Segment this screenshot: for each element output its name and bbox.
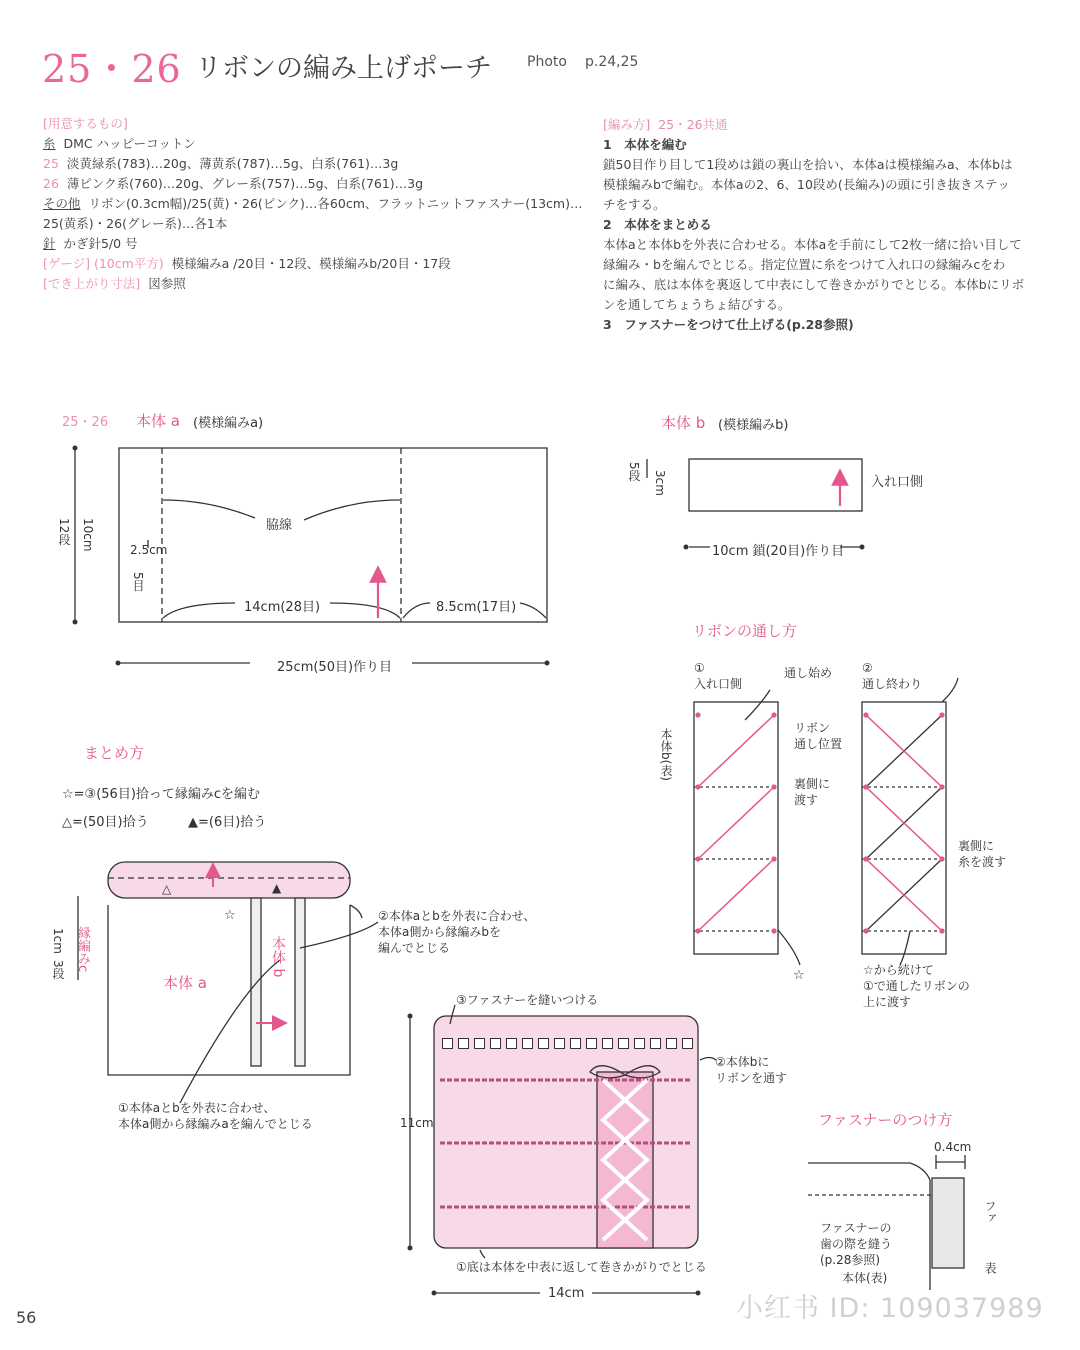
side-line-label: 脇線: [266, 518, 293, 533]
body-a-seg1: 14cm(28目): [244, 600, 321, 615]
needle-label: 針: [43, 236, 56, 251]
zipper-tooth: [554, 1038, 565, 1049]
step1-line1: 鎖50目作り目して1段めは鎖の裏山を拾い、本体aは模様編みa、本体bは: [603, 157, 1013, 172]
assembly-body-a: 本体 a: [163, 974, 207, 992]
step2-line4: ンを通してちょうちょ結びする。: [603, 297, 791, 312]
step2-title: 2 本体をまとめる: [603, 217, 712, 232]
tag-25: 25: [43, 156, 59, 171]
ribbon-yarn: [958, 838, 1006, 870]
body-a-title: 本体 a: [136, 412, 180, 430]
assembly-title: まとめ方: [84, 744, 145, 762]
tag-26: 26: [43, 176, 59, 191]
ribbon-step1-num: ①: [694, 661, 705, 675]
ribbon-body-b: 本体b(表): [659, 728, 673, 781]
zipper-side-label-2: 表: [983, 1262, 997, 1274]
zipper-tooth: [442, 1038, 453, 1049]
assembly-note2: [378, 908, 535, 956]
pouch-ribbon-note-line1: ②本体bに: [715, 1055, 770, 1069]
zipper-title: ファスナーのつけ方: [818, 1111, 953, 1129]
body-b-subtitle: (模様編みb): [718, 418, 789, 433]
zipper-tooth: [570, 1038, 581, 1049]
assembly-note2-line2: 本体a側から縁編みbを: [378, 925, 501, 939]
zipper-tooth: [458, 1038, 469, 1049]
ribbon-step2-num: ②: [862, 661, 873, 675]
pouch-ribbon-note: [715, 1054, 787, 1086]
zipper-sew-line3: (p.28参照): [820, 1253, 881, 1267]
zipper-sew-line1: ファスナーの: [820, 1221, 892, 1235]
zipper-body: 本体(表): [842, 1271, 888, 1285]
yarn-brand: DMC ハッピーコットン: [63, 136, 196, 151]
body-b-width: 10cm 鎖(20目)作り目: [712, 544, 845, 559]
zipper-tooth: [650, 1038, 661, 1049]
ribbon-back-line2: 渡す: [794, 793, 819, 807]
body-a-width: 25cm(50目)作り目: [277, 660, 393, 675]
zipper-tooth: [602, 1038, 613, 1049]
body-a-inner-rows: 5目: [131, 572, 145, 592]
ribbon-position: [794, 720, 842, 752]
step2-line2: 縁編み・bを編んでとじる。指定位置に糸をつけて入れ口の縁編みcをわ: [603, 257, 1006, 272]
method-heading: [編み方]: [603, 117, 651, 132]
ribbon-position-line1: リボン: [794, 721, 831, 735]
page-number: 56: [16, 1308, 37, 1327]
svg-text:△: △: [162, 882, 172, 896]
photo-label: Photo: [527, 54, 567, 70]
zipper-tooth: [666, 1038, 677, 1049]
other-materials-2: 25(黄系)・26(グレー系)…各1本: [43, 216, 228, 231]
materials-heading: [用意するもの]: [43, 116, 128, 131]
yarn-25: 淡黄緑系(783)…20g、薄黄系(787)…5g、白系(761)…3g: [66, 156, 399, 171]
pouch-ribbon-note-line2: リボンを通す: [715, 1071, 788, 1085]
body-b-diagram: [647, 459, 862, 547]
ribbon-continue: [863, 962, 970, 1010]
body-a-height-cm: 10cm: [81, 518, 95, 552]
body-a-subtitle: (模様編みa): [193, 416, 264, 431]
ribbon-position-line2: 通し位置: [794, 737, 843, 751]
needle: かぎ針5/0 号: [63, 236, 138, 251]
body-b-rows: 5段: [627, 462, 641, 482]
zipper-teeth-row: [442, 1034, 698, 1053]
assembly-note1-line2: 本体a側から縁編みaを編んでとじる: [118, 1117, 313, 1131]
zipper-gap: 0.4cm: [934, 1140, 972, 1154]
assembly-diagram: [78, 862, 378, 1103]
svg-text:☆: ☆: [793, 968, 805, 983]
ribbon-step2-label: 通し終わり: [862, 677, 923, 691]
other-materials: リボン(0.3cm幅)/25(黄)・26(ピンク)…各60cm、フラットニットファスナー(13cm)…: [88, 196, 583, 211]
body-b-cm: 3cm: [653, 470, 667, 496]
zipper-tooth: [506, 1038, 517, 1049]
other-label: その他: [43, 196, 81, 211]
assembly-note2-line3: 編んでとじる: [378, 941, 451, 955]
body-a-seg2: 8.5cm(17目): [436, 600, 517, 615]
ribbon-continue-line3: 上に渡す: [863, 995, 912, 1009]
ribbon-back: [794, 776, 830, 808]
edge-c-rows: 3段: [51, 960, 65, 980]
step1-line2: 模様編みbで編む。本体aの2、6、10段め(長編み)の頭に引き抜きステッ: [603, 177, 1010, 192]
step3-title: 3 ファスナーをつけて仕上げる(p.28参照): [603, 317, 854, 332]
zipper-tooth: [522, 1038, 533, 1049]
yarn-26: 薄ピンク系(760)…20g、グレー系(757)…5g、白系(761)…3g: [66, 176, 424, 191]
body-a-tag: 25・26: [62, 415, 109, 430]
gauge: 模様編みa /20目・12段、模様編みb/20目・17段: [171, 256, 451, 271]
pattern-number: 25・26: [42, 47, 182, 91]
body-b-title: 本体 b: [661, 414, 706, 432]
zipper-sew-note: [820, 1220, 892, 1268]
zipper-tooth: [682, 1038, 693, 1049]
zipper-tooth: [586, 1038, 597, 1049]
zipper-side-label: ファ: [983, 1200, 997, 1224]
photo-pages: p.24,25: [585, 54, 639, 70]
page-title: リボンの編み上げポーチ: [195, 53, 492, 84]
yarn-label: 糸: [43, 136, 56, 151]
size-label: [でき上がり寸法]: [43, 276, 141, 291]
body-a-height-rows: 12段: [57, 518, 71, 546]
assembly-note1: [118, 1100, 313, 1132]
step2-line1: 本体aと本体bを外表に合わせる。本体aを手前にして2枚一緒に拾い目して: [603, 237, 1022, 252]
step1-line3: チをする。: [603, 197, 666, 212]
body-a-inner-cm: 2.5cm: [130, 543, 168, 557]
edge-c-cm: 1cm: [51, 928, 65, 954]
svg-text:▲: ▲: [272, 881, 282, 895]
pouch-height: 11cm: [400, 1116, 434, 1130]
pouch-bottom-note: ①底は本体を中表に返して巻きかがりでとじる: [456, 1260, 707, 1274]
ribbon-yarn-line2: 糸を渡す: [958, 855, 1007, 869]
ribbon-step1-label: 入れ口側: [694, 677, 743, 691]
size: 図参照: [148, 276, 186, 291]
zipper-sew-line2: 歯の際を縫う: [820, 1237, 893, 1251]
ribbon-step1: [694, 660, 742, 692]
zipper-tooth: [538, 1038, 549, 1049]
assembly-note2-line1: ②本体aとbを外表に合わせ、: [378, 909, 536, 923]
assembly-note1-line1: ①本体aとbを外表に合わせ、: [118, 1101, 276, 1115]
method-common: 25・26共通: [658, 117, 728, 132]
assembly-body-b: 本体 b: [270, 936, 286, 978]
ribbon-back-line1: 裏側に: [794, 777, 831, 791]
ribbon-yarn-line1: 裏側に: [958, 839, 995, 853]
edge-c-label: 縁編みc: [75, 926, 90, 973]
solid-triangle-note: ▲=(6目)拾う: [188, 815, 267, 830]
zipper-tooth: [634, 1038, 645, 1049]
watermark: 小红书 ID: 109037989: [736, 1293, 1044, 1324]
step2-line3: に編み、底は本体を裏返して中表にして巻きかがりでとじる。本体bにリボ: [603, 277, 1025, 292]
ribbon-continue-line2: ①で通したリボンの: [863, 979, 970, 993]
step1-title: 1 本体を編む: [603, 137, 687, 152]
gauge-label: [ゲージ] (10cm平方): [43, 256, 164, 271]
svg-text:☆: ☆: [224, 908, 236, 923]
ribbon-title: リボンの通し方: [692, 622, 798, 640]
zipper-tooth: [490, 1038, 501, 1049]
open-triangle-note: △=(50目)拾う: [62, 815, 149, 830]
pouch-zipper-note: ③ファスナーを縫いつける: [456, 993, 599, 1007]
pouch-width: 14cm: [548, 1286, 585, 1301]
zipper-tooth: [618, 1038, 629, 1049]
star-note: ☆=③(56目)拾って縁編みcを編む: [62, 787, 261, 802]
ribbon-start: 通し始め: [784, 666, 833, 680]
ribbon-continue-line1: ☆から続けて: [863, 963, 934, 977]
body-b-entry: 入れ口側: [871, 475, 924, 490]
zipper-tooth: [474, 1038, 485, 1049]
ribbon-step2: [862, 660, 922, 692]
